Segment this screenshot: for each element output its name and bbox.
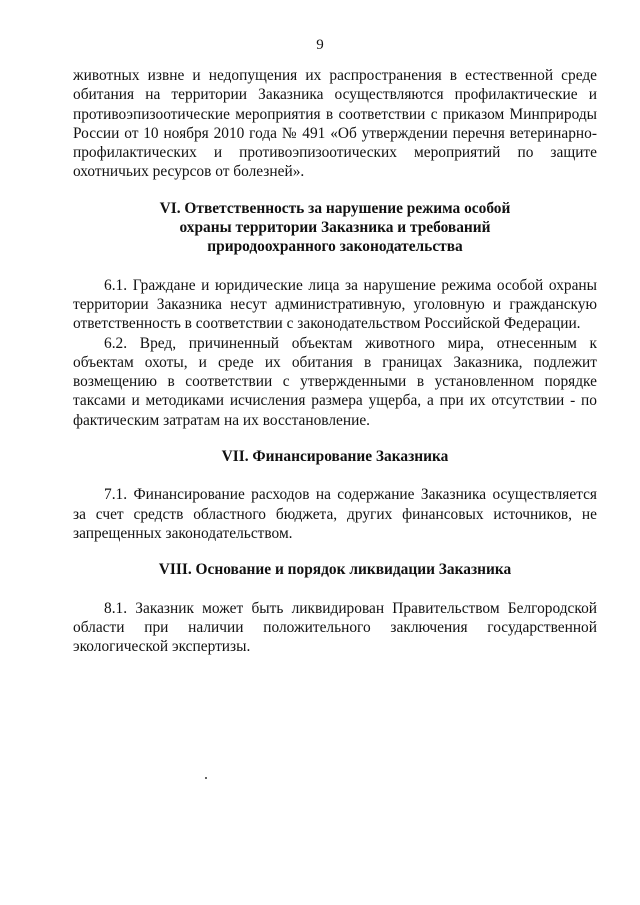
section-7-heading: VII. Финансирование Заказника (221, 448, 449, 466)
paragraph-8-1: 8.1. Заказник может быть ликвидирован Правительством Белгородской области при наличии положительного заключения государственной экологической экспертизы. (73, 599, 597, 656)
document-body (73, 66, 597, 656)
section-6-heading-line-2: охраны территории Заказника и требований (179, 219, 491, 237)
scan-speck (205, 777, 207, 779)
section-6-heading-line-3: природоохранного законодательства (207, 238, 463, 256)
section-6-heading-line-1: VI. Ответственность за нарушение режима особой (159, 199, 511, 217)
intro-paragraph: животных извне и недопущения их распространения в естественной среде обитания на территории Заказника осуществляются профилактические и противоэпизоотические мероприятия в соответствии с приказом Минприроды России от 10 ноября 2010 года № 491 «Об утверждении перечня ветеринарно-профилактических и противоэпизоотических мероприятий по защите охотничьих ресурсов от болезней». (73, 67, 597, 181)
section-8-heading: VIII. Основание и порядок ликвидации Заказника (158, 561, 512, 579)
paragraph-7-1: 7.1. Финансирование расходов на содержание Заказника осуществляется за счет средств областного бюджета, других финансовых источников, не запрещенных законодательством. (73, 486, 597, 542)
section-6-heading (73, 199, 597, 257)
paragraph-6-2: 6.2. Вред, причиненный объектам животного мира, отнесенным к объектам охоты, и среде их обитания в границах Заказника, подлежит возмещению в соответствии с утвержденными в установленном порядке таксами и методиками исчисления размера ущерба, а при их отсутствии - по фактическим затратам на их восстановление. (73, 334, 597, 429)
paragraph-6-1: 6.1. Граждане и юридические лица за нарушение режима особой охраны территории Заказника несут административную, уголовную и гражданскую ответственность в соответствии с законодательством Российской Федерации. (73, 276, 597, 333)
page-number: 9 (316, 37, 324, 53)
